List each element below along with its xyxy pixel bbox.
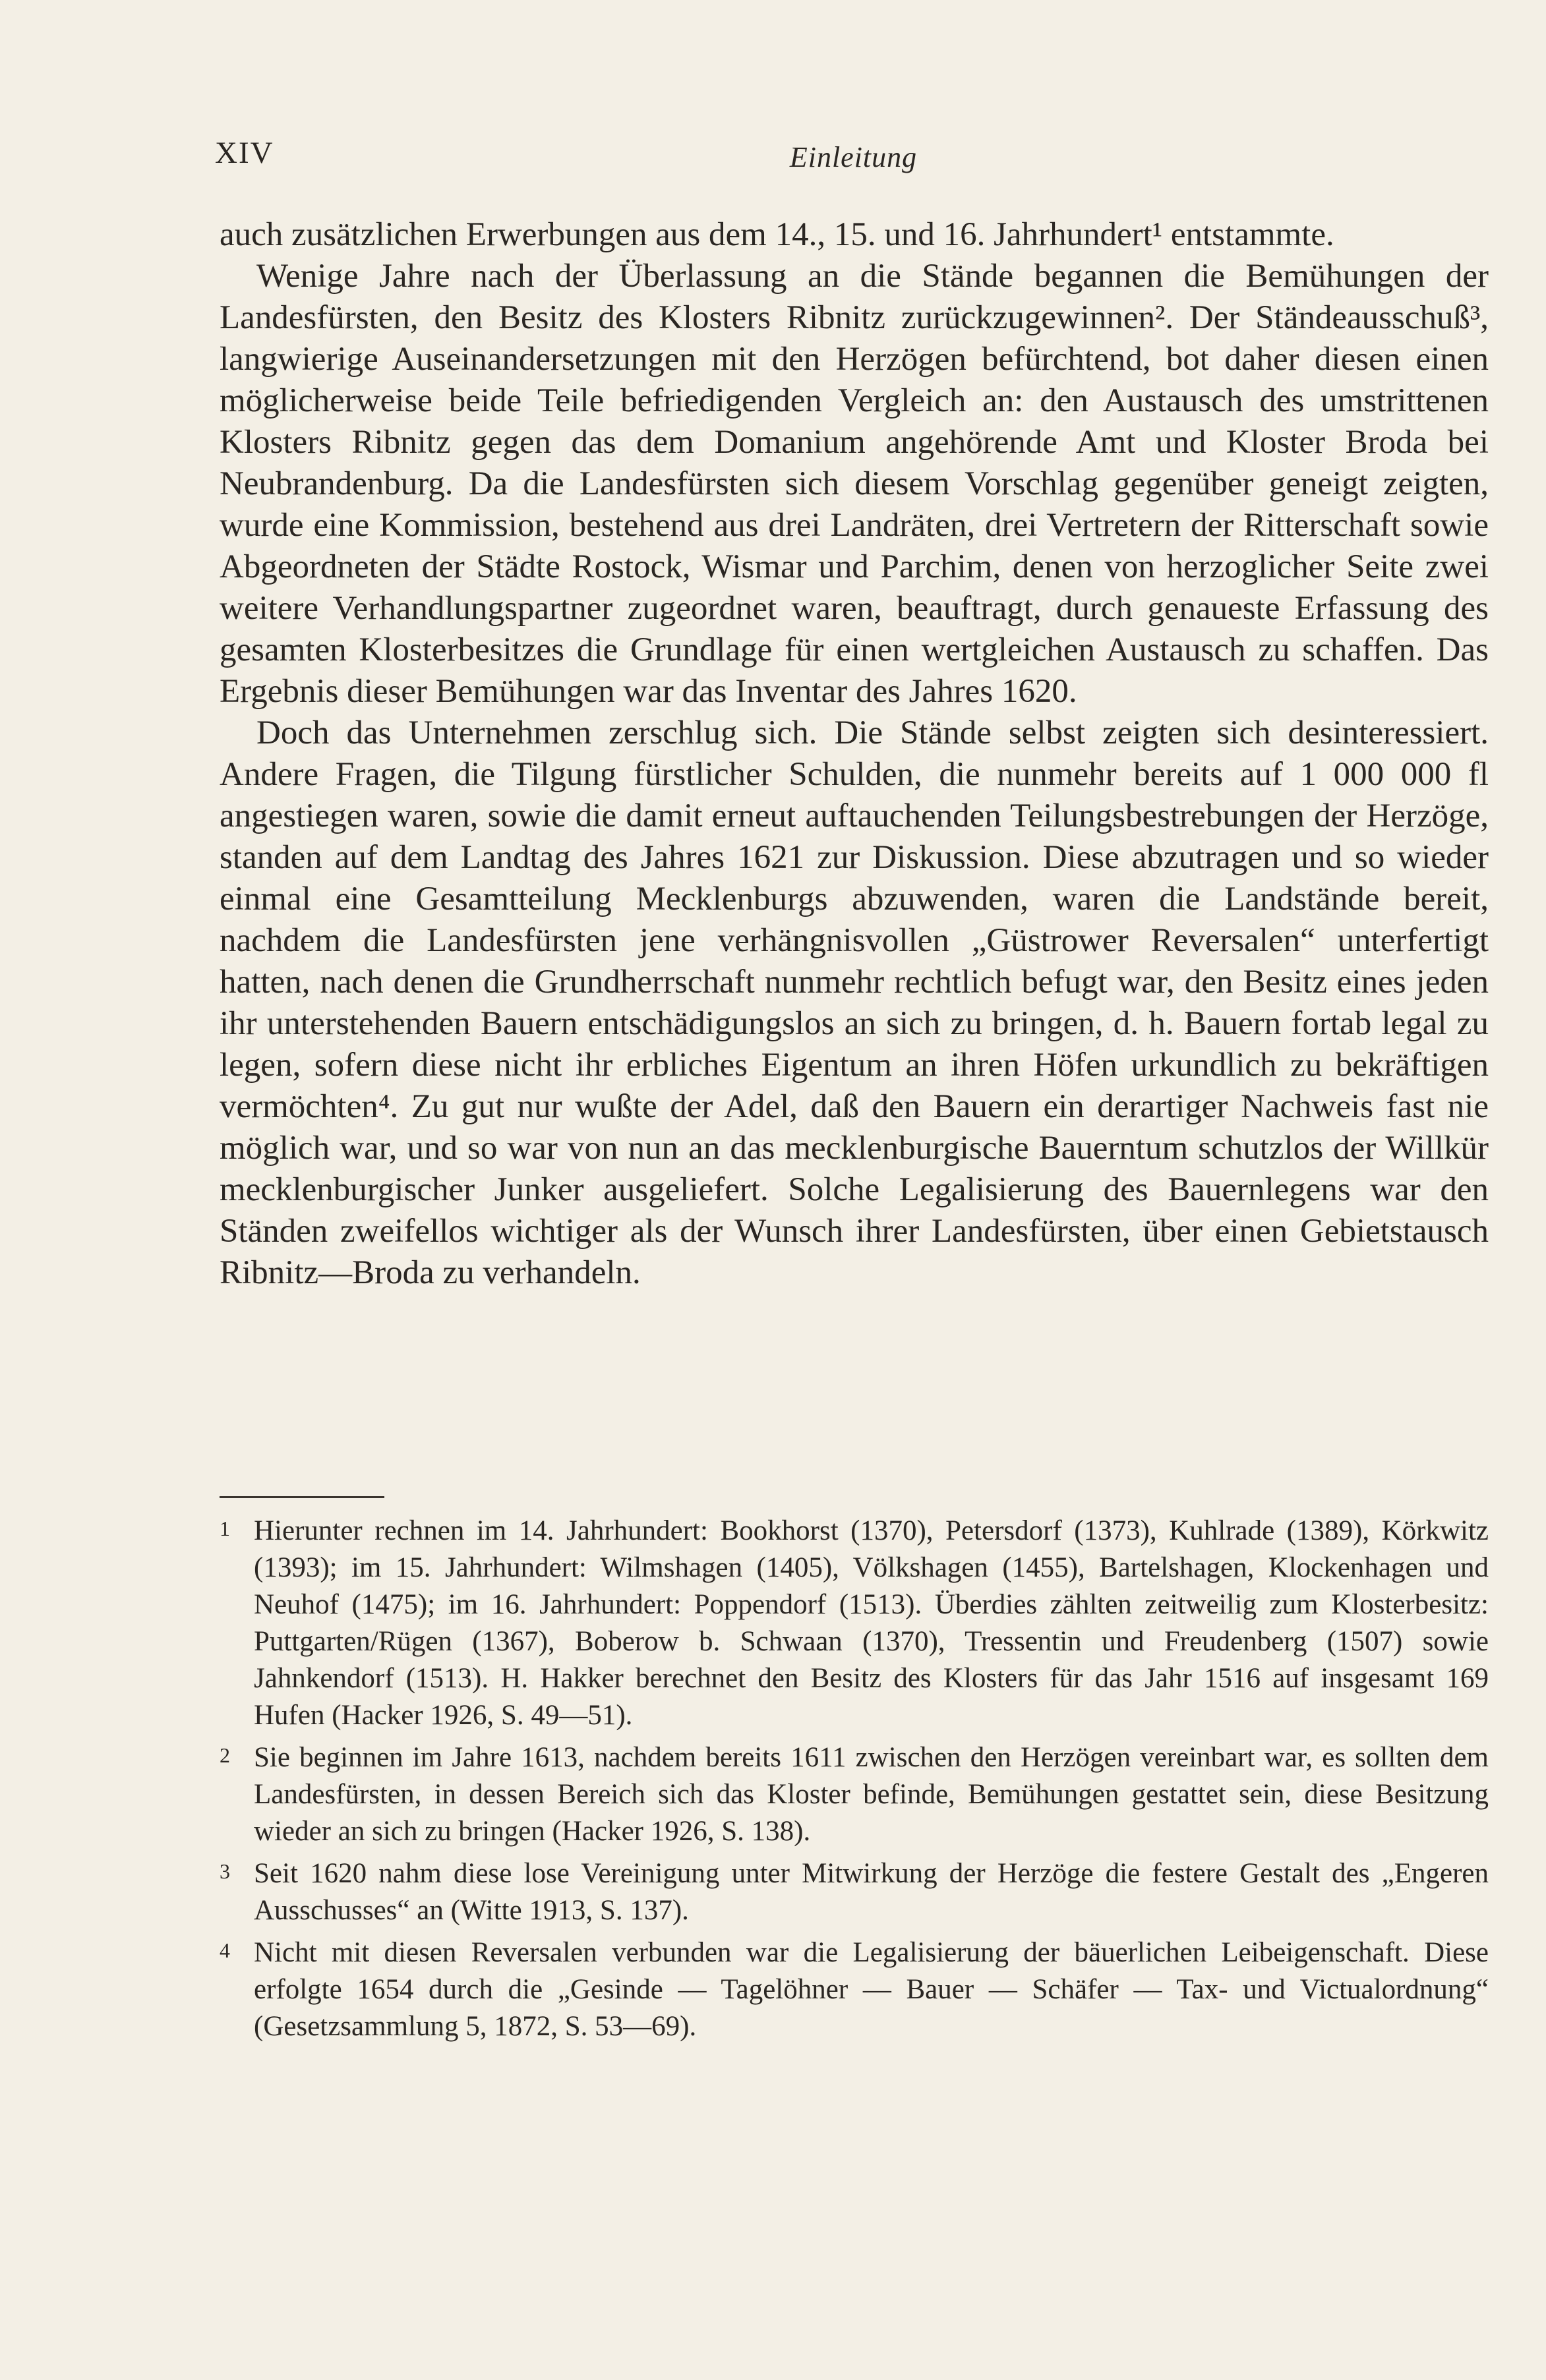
footnote-text: Seit 1620 nahm diese lose Vereinigung unter Mitwirkung der Herzöge die festere Gestalt des „Engeren Ausschusses“ an (Witte 1913, S. 137).	[254, 1858, 1489, 1926]
footnote-number: 4	[220, 1938, 230, 1962]
footnote	[220, 1855, 1489, 1929]
footnote-number: 1	[220, 1517, 230, 1540]
body-text	[220, 214, 1489, 1294]
footnote-number: 2	[220, 1743, 230, 1767]
running-title: Einleitung	[789, 141, 918, 173]
paragraph: Wenige Jahre nach der Überlassung an die Stände begannen die Bemühungen der Landesfürsten, den Besitz des Klosters Ribnitz zurückzugewinnen². Der Ständeausschuß³, langwierige Auseinandersetzungen mit den Herzögen befürchtend, bot daher diesen einen möglicherweise beide Teile befriedigenden Vergleich an: den Austausch des umstrittenen Klosters Ribnitz gegen das dem Domanium angehörende Amt und Kloster Broda bei Neubrandenburg. Da die Landesfürsten sich diesem Vorschlag gegenüber geneigt zeigten, wurde eine Kommission, bestehend aus drei Landräten, drei Vertretern der Ritterschaft sowie Abgeordneten der Städte Rostock, Wismar und Parchim, denen von herzoglicher Seite zwei weitere Verhandlungspartner zugeordnet waren, beauftragt, durch genaueste Erfassung des gesamten Klosterbesitzes die Grundlage für einen wertgleichen Austausch zu schaffen. Das Ergebnis dieser Bemühungen war das Inventar des Jahres 1620.	[220, 258, 1489, 710]
footnote	[220, 1934, 1489, 2045]
paragraph: Doch das Unternehmen zerschlug sich. Die Stände selbst zeigten sich desinteressiert. Andere Fragen, die Tilgung fürstlicher Schulden, die nunmehr bereits auf 1 000 000 fl angestiegen waren, sowie die damit erneut auftauchenden Teilungsbestrebungen der Herzöge, standen auf dem Landtag des Jahres 1621 zur Diskussion. Diese abzutragen und so wieder einmal eine Gesamtteilung Mecklenburgs abzuwenden, waren die Landstände bereit, nachdem die Landesfürsten jene verhängnisvollen „Güstrower Reversalen“ unterfertigt hatten, nach denen die Grundherrschaft nunmehr rechtlich befugt war, den Besitz eines jeden ihr unterstehenden Bauern entschädigungslos an sich zu bringen, d. h. Bauern fortab legal zu legen, sofern diese nicht ihr erbliches Eigentum an ihren Höfen urkundlich zu bekräftigen vermöchten⁴. Zu gut nur wußte der Adel, daß den Bauern ein derartiger Nachweis fast nie möglich war, und so war von nun an das mecklenburgische Bauerntum schutzlos der Willkür mecklenburgischer Junker ausgeliefert. Solche Legalisierung des Bauernlegens war den Ständen zweifellos wichtiger als der Wunsch ihrer Landesfürsten, über einen Gebietstausch Ribnitz—Broda zu verhandeln.	[220, 714, 1489, 1291]
footnote	[220, 1739, 1489, 1850]
footnote	[220, 1513, 1489, 1734]
running-head	[215, 135, 1492, 175]
footnotes	[220, 1513, 1489, 2050]
page-number: XIV	[215, 136, 274, 170]
paragraph: auch zusätzlichen Erwerbungen aus dem 14., 15. und 16. Jahrhundert¹ entstammte.	[220, 216, 1334, 253]
footnote-text: Sie beginnen im Jahre 1613, nachdem bereits 1611 zwischen den Herzögen vereinbart war, es sollten dem Landesfürsten, in dessen Bereich sich das Kloster befinde, Bemühungen gestattet sein, diese Besitzung wieder an sich zu bringen (Hacker 1926, S. 138).	[254, 1742, 1489, 1847]
footnote-number: 3	[220, 1859, 230, 1883]
footnote-separator	[220, 1496, 384, 1498]
footnote-text: Hierunter rechnen im 14. Jahrhundert: Bookhorst (1370), Petersdorf (1373), Kuhlrade (1389), Körkwitz (1393); im 15. Jahrhundert: Wilmshagen (1405), Völkshagen (1455), Bartelshagen, Klockenhagen und Neuhof (1475); im 16. Jahrhundert: Poppendorf (1513). Überdies zählten zeitweilig zum Klosterbesitz: Puttgarten/Rügen (1367), Boberow b. Schwaan (1370), Tressentin und Freudenberg (1507) sowie Jahnkendorf (1513). H. Hakker berechnet den Besitz des Klosters für das Jahr 1516 auf insgesamt 169 Hufen (Hacker 1926, S. 49—51).	[254, 1515, 1489, 1731]
footnote-text: Nicht mit diesen Reversalen verbunden war die Legalisierung der bäuerlichen Leibeigenschaft. Diese erfolgte 1654 durch die „Gesinde — Tagelöhner — Bauer — Schäfer — Tax- und Victualordnung“ (Gesetzsammlung 5, 1872, S. 53—69).	[254, 1937, 1489, 2042]
